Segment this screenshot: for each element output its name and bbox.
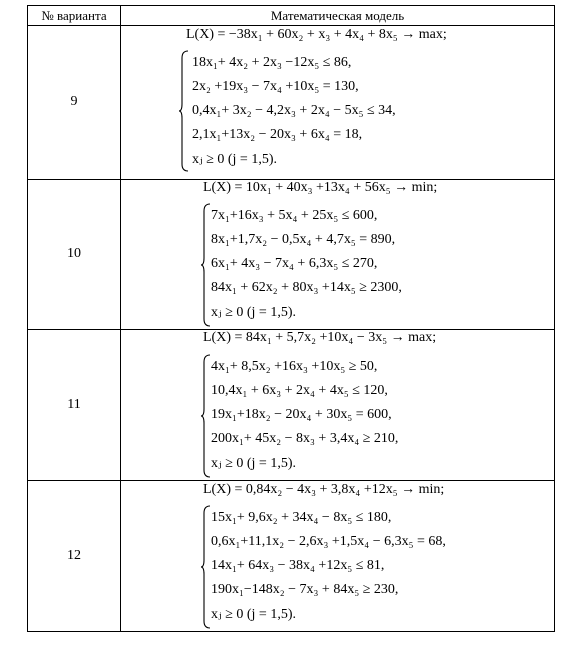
constraint: 2,1x₁+13x₂ − 20x₃ + 6x₄ = 18, (192, 127, 363, 142)
objective-function: L(X) = 0,84x₂ − 4x₃ + 3,8x₄ +12x₅ → min; (203, 482, 445, 497)
constraint: 14x₁+ 64x₃ − 38x₄ +12x₅ ≤ 81, (211, 558, 385, 573)
constraint: 2x₂ +19x₃ − 7x₄ +10x₅ = 130, (192, 79, 359, 94)
constraint: 0,6x₁+11,1x₂ − 2,6x₃ +1,5x₄ − 6,3x₅ = 68, (211, 534, 446, 549)
constraint: 8x₁+1,7x₂ − 0,5x₄ + 4,7x₅ = 890, (211, 232, 396, 247)
objective-function: L(X) = −38x₁ + 60x₂ + x₃ + 4x₄ + 8x₅ → max; (186, 27, 447, 42)
variant-number: 12 (67, 548, 81, 563)
constraint: 7x₁+16x₃ + 5x₄ + 25x₅ ≤ 600, (211, 208, 378, 223)
header-variant-number: № варианта (41, 8, 107, 23)
constraint: 18x₁+ 4x₂ + 2x₃ −12x₅ ≤ 86, (192, 55, 352, 70)
constraint: 4x₁+ 8,5x₂ +16x₃ +10x₅ ≥ 50, (211, 359, 378, 374)
variants-table (27, 5, 555, 632)
system-brace (178, 50, 190, 172)
constraint: 200x₁+ 45x₂ − 8x₃ + 3,4x₄ ≥ 210, (211, 431, 399, 446)
variant-number: 10 (67, 246, 81, 261)
variant-number: 9 (70, 94, 78, 109)
constraint: xⱼ ≥ 0 (j = 1,5). (211, 607, 296, 622)
constraint: xⱼ ≥ 0 (j = 1,5). (192, 152, 277, 167)
constraint: 10,4x₁ + 6x₃ + 2x₄ + 4x₅ ≤ 120, (211, 383, 388, 398)
objective-function: L(X) = 10x₁ + 40x₃ +13x₄ + 56x₅ → min; (203, 180, 438, 195)
constraint: 84x₁ + 62x₂ + 80x₃ +14x₅ ≥ 2300, (211, 280, 402, 295)
constraint: 6x₁+ 4x₃ − 7x₄ + 6,3x₅ ≤ 270, (211, 256, 378, 271)
constraint: 19x₁+18x₂ − 20x₄ + 30x₅ = 600, (211, 407, 392, 422)
header-math-model: Математическая модель (270, 8, 405, 23)
constraint: 190x₁−148x₂ − 7x₃ + 84x₅ ≥ 230, (211, 582, 399, 597)
constraint: xⱼ ≥ 0 (j = 1,5). (211, 305, 296, 320)
row-divider (28, 480, 554, 481)
constraint: 0,4x₁+ 3x₂ − 4,2x₃ + 2x₄ − 5x₅ ≤ 34, (192, 103, 396, 118)
column-divider (120, 6, 121, 631)
objective-function: L(X) = 84x₁ + 5,7x₂ +10x₄ − 3x₅ → max; (203, 330, 437, 345)
constraint: 15x₁+ 9,6x₂ + 34x₄ − 8x₅ ≤ 180, (211, 510, 392, 525)
variant-number: 11 (67, 397, 81, 412)
constraint: xⱼ ≥ 0 (j = 1,5). (211, 456, 296, 471)
header-divider (28, 25, 554, 26)
